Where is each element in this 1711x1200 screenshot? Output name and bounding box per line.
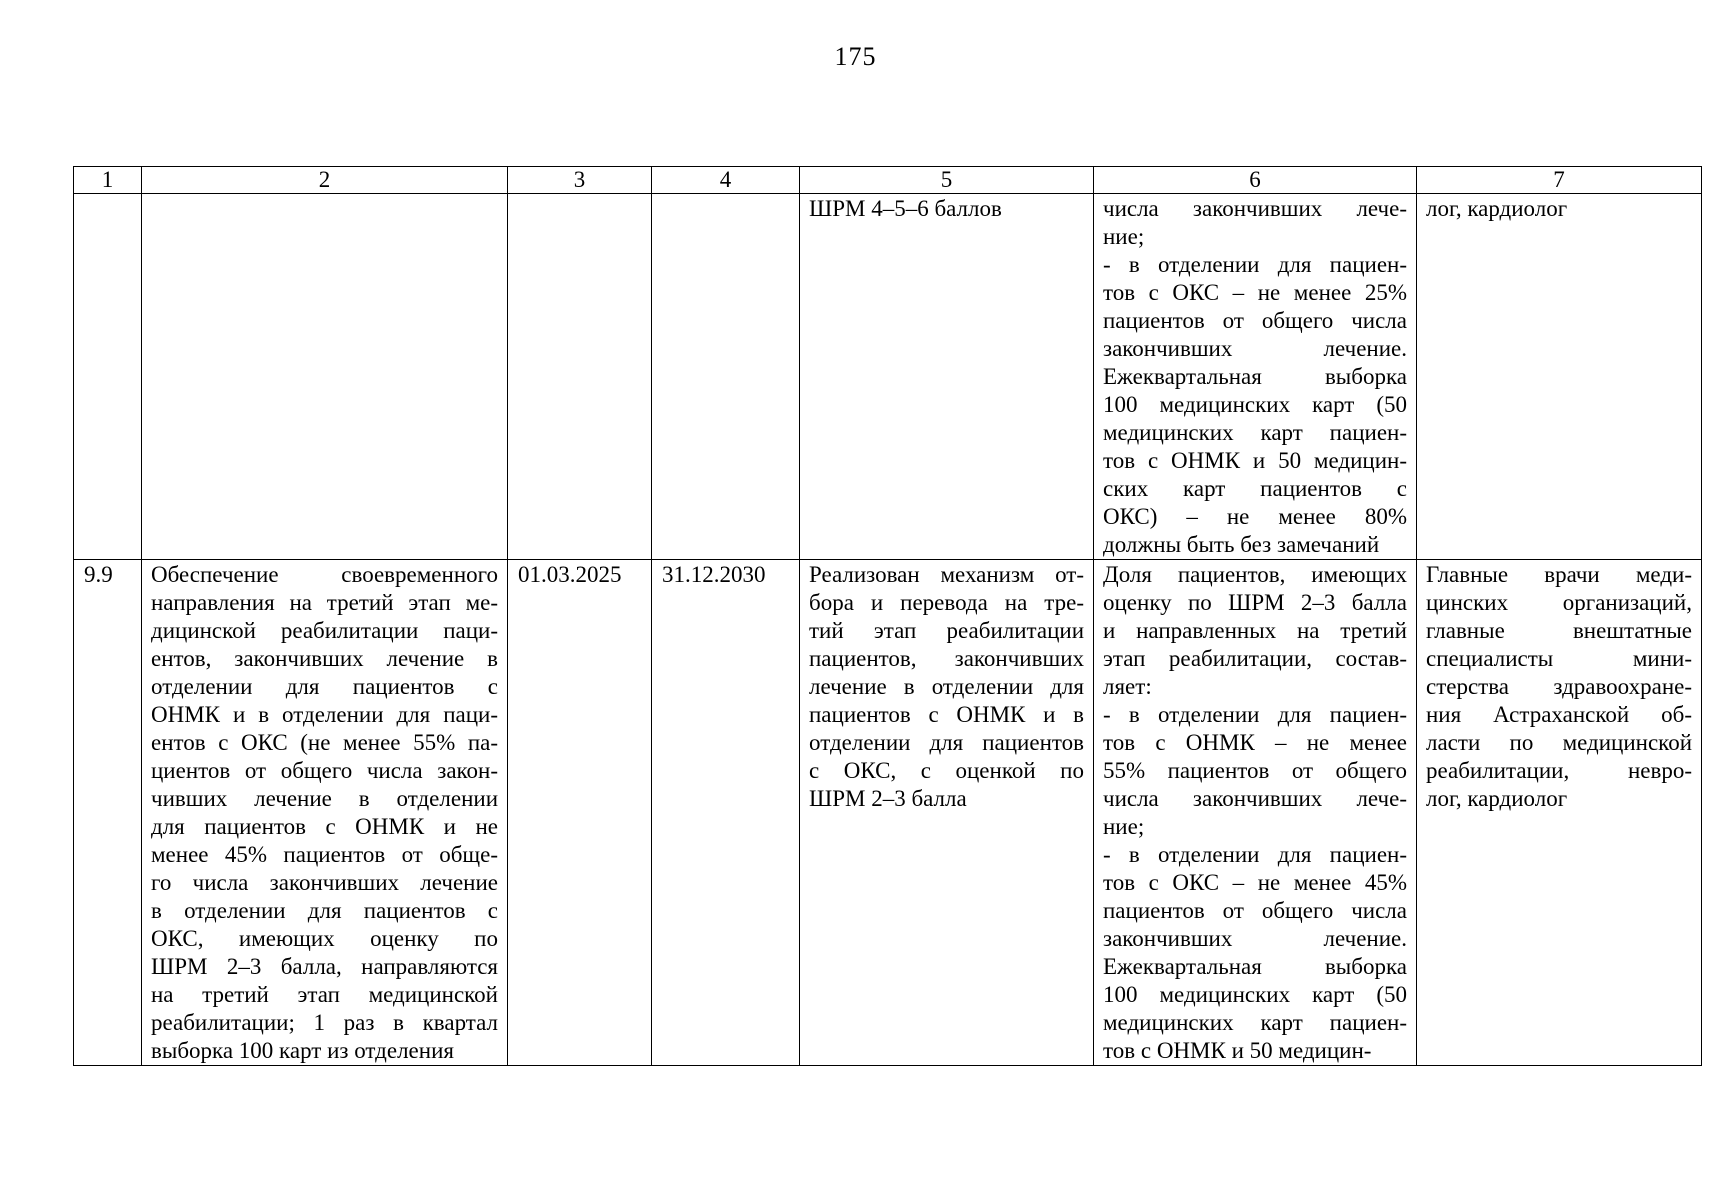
text-line: ШРМ 2–3 балла, направляются: [151, 954, 498, 979]
text-line: выборка 100 карт из отделения: [151, 1038, 454, 1063]
text-line: ласти по медицинской: [1426, 730, 1692, 755]
row-number-cell: [74, 194, 142, 560]
header-cell: 3: [508, 167, 652, 194]
text-line: тов с ОНМК – не менее: [1103, 730, 1407, 755]
end-date-cell: 31.12.2030: [652, 560, 800, 1066]
text-line: ОНМК и в отделении для паци-: [151, 702, 498, 727]
text-line: ние;: [1103, 814, 1145, 839]
text-line: пациентов от общего числа: [1103, 308, 1407, 333]
text-line: закончивших лечение.: [1103, 336, 1407, 361]
text-line: лог, кардиолог: [1426, 786, 1568, 811]
indicator-cell: [1094, 194, 1417, 560]
table-header-row: [74, 167, 1702, 194]
text-line: реабилитации; 1 раз в квартал: [151, 1010, 498, 1035]
text-line: медицинских карт пациен-: [1103, 1010, 1407, 1035]
measures-table: [73, 166, 1702, 1066]
text-line: отделении для пациентов с: [151, 674, 498, 699]
text-line: Главные врачи меди-: [1426, 562, 1692, 587]
page-number: 175: [834, 42, 877, 71]
table-row: [74, 194, 1702, 560]
text-line: го числа закончивших лечение: [151, 870, 498, 895]
text-line: стерства здравоохране-: [1426, 674, 1692, 699]
text-line: оценку по ШРМ 2–3 балла: [1103, 590, 1407, 615]
text-line: - в отделении для пациен-: [1103, 252, 1407, 277]
text-line: закончивших лечение.: [1103, 926, 1407, 951]
text-line: 100 медицинских карт (50: [1103, 982, 1407, 1007]
text-line: направления на третий этап ме-: [151, 590, 498, 615]
text-line: дицинской реабилитации паци-: [151, 618, 498, 643]
text-line: реабилитации, невро-: [1426, 758, 1692, 783]
text-line: должны быть без замечаний: [1103, 532, 1380, 557]
text-line: циентов от общего числа закон-: [151, 758, 498, 783]
text-line: пациентов от общего числа: [1103, 898, 1407, 923]
text-line: специалисты мини-: [1426, 646, 1692, 671]
text-line: с ОКС, с оценкой по: [809, 758, 1084, 783]
text-line: ние;: [1103, 224, 1145, 249]
text-line: ентов, закончивших лечение в: [151, 646, 498, 671]
header-cell: 7: [1417, 167, 1702, 194]
text-line: чивших лечение в отделении: [151, 786, 498, 811]
text-line: отделении для пациентов: [809, 730, 1084, 755]
end-date-cell: [652, 194, 800, 560]
text-line: ОКС, имеющих оценку по: [151, 926, 498, 951]
text-line: пациентов с ОНМК и в: [809, 702, 1084, 727]
text-line: Реализован механизм от-: [809, 562, 1084, 587]
header-cell: 2: [142, 167, 508, 194]
text-line: менее 45% пациентов от обще-: [151, 842, 498, 867]
text-line: Обеспечение своевременного: [151, 562, 498, 587]
text-line: Ежеквартальная выборка: [1103, 364, 1407, 389]
text-line: ентов с ОКС (не менее 55% па-: [151, 730, 498, 755]
text-line: лечение в отделении для: [809, 674, 1084, 699]
start-date-cell: 01.03.2025: [508, 560, 652, 1066]
text-line: ШРМ 2–3 балла: [809, 786, 967, 811]
text-line: на третий этап медицинской: [151, 982, 498, 1007]
row-number-cell: 9.9: [74, 560, 142, 1066]
start-date-cell: [508, 194, 652, 560]
responsible-cell: [1417, 560, 1702, 1066]
text-line: лог, кардиолог: [1426, 196, 1568, 221]
text-line: тий этап реабилитации: [809, 618, 1084, 643]
text-line: этап реабилитации, состав-: [1103, 646, 1407, 671]
text-line: 100 медицинских карт (50: [1103, 392, 1407, 417]
measure-cell: [142, 560, 508, 1066]
text-line: цинских организаций,: [1426, 590, 1692, 615]
text-line: тов с ОКС – не менее 45%: [1103, 870, 1407, 895]
header-cell: 4: [652, 167, 800, 194]
table-row: [74, 560, 1702, 1066]
header-cell: 6: [1094, 167, 1417, 194]
text-line: 55% пациентов от общего: [1103, 758, 1407, 783]
text-line: числа закончивших лече-: [1103, 786, 1407, 811]
text-line: главные внештатные: [1426, 618, 1692, 643]
text-line: Доля пациентов, имеющих: [1103, 562, 1407, 587]
indicator-cell: [1094, 560, 1417, 1066]
text-line: ния Астраханской об-: [1426, 702, 1692, 727]
responsible-cell: [1417, 194, 1702, 560]
text-line: ских карт пациентов с: [1103, 476, 1407, 501]
header-cell: 5: [800, 167, 1094, 194]
text-line: тов с ОКС – не менее 25%: [1103, 280, 1407, 305]
text-line: ляет:: [1103, 674, 1152, 699]
text-line: - в отделении для пациен-: [1103, 702, 1407, 727]
text-line: пациентов, закончивших: [809, 646, 1084, 671]
text-line: тов с ОНМК и 50 медицин-: [1103, 448, 1407, 473]
text-line: бора и перевода на тре-: [809, 590, 1084, 615]
text-line: тов с ОНМК и 50 медицин-: [1103, 1038, 1372, 1063]
text-line: медицинских карт пациен-: [1103, 420, 1407, 445]
text-line: в отделении для пациентов с: [151, 898, 498, 923]
text-line: и направленных на третий: [1103, 618, 1407, 643]
result-cell: [800, 194, 1094, 560]
text-line: ШРМ 4–5–6 баллов: [809, 196, 1002, 221]
text-line: - в отделении для пациен-: [1103, 842, 1407, 867]
text-line: ОКС) – не менее 80%: [1103, 504, 1407, 529]
measure-cell: [142, 194, 508, 560]
text-line: для пациентов с ОНМК и не: [151, 814, 498, 839]
text-line: числа закончивших лече-: [1103, 196, 1407, 221]
header-cell: 1: [74, 167, 142, 194]
text-line: Ежеквартальная выборка: [1103, 954, 1407, 979]
result-cell: [800, 560, 1094, 1066]
